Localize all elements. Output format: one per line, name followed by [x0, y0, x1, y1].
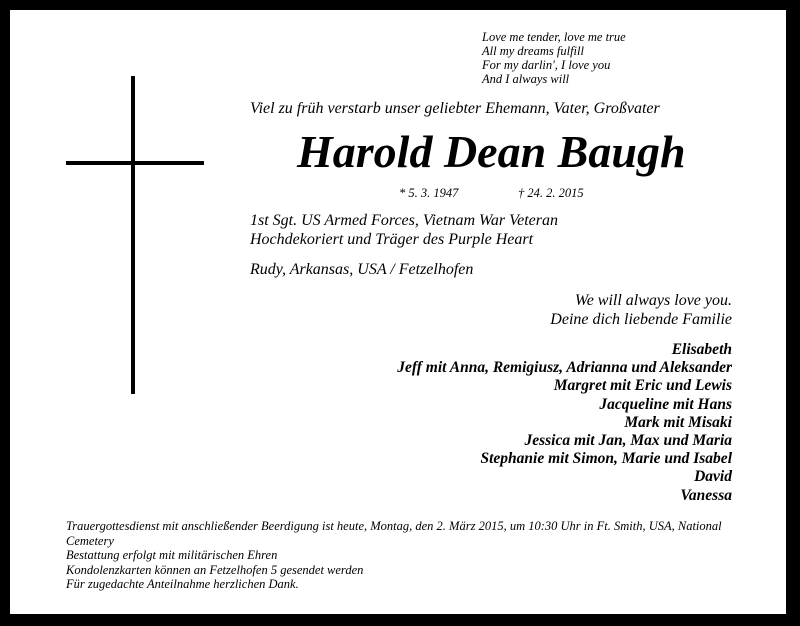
family-member: Jeff mit Anna, Remigiusz, Adrianna und Aleksander — [397, 359, 732, 377]
family-member: Mark mit Misaki — [624, 413, 732, 431]
love-line: Deine dich liebende Familie — [550, 311, 732, 328]
place-text: Rudy, Arkansas, USA / Fetzelhofen — [250, 261, 474, 278]
family-list — [397, 341, 732, 505]
family-member: Stephanie mit Simon, Marie und Isabel — [480, 450, 732, 468]
service-line: Hochdekoriert und Träger des Purple Heart — [250, 231, 534, 248]
poem-line: Love me tender, love me true — [482, 30, 626, 44]
cross-icon-vertical — [131, 76, 135, 394]
family-member: Elisabeth — [671, 341, 732, 358]
note-line: Trauergottesdienst mit anschließender Beerdigung ist heute, Montag, den 2. März 2015, um 10:30 Uhr in Ft. Smith, USA, National Cemetery — [66, 519, 722, 548]
poem-quote — [482, 30, 626, 86]
obituary-page — [10, 10, 786, 614]
note-line: Bestattung erfolgt mit militärischen Ehren — [66, 548, 278, 562]
funeral-notes — [66, 519, 756, 592]
family-member: Vanessa — [680, 486, 732, 504]
love-message — [550, 291, 732, 329]
poem-line: And I always will — [482, 72, 570, 86]
family-member: Margret mit Eric und Lewis — [553, 377, 732, 395]
family-member: David — [694, 468, 732, 486]
family-member: Jacqueline mit Hans — [599, 395, 732, 413]
birth-date: * 5. 3. 1947 — [399, 186, 459, 200]
poem-line: All my dreams fulfill — [482, 44, 584, 58]
intro-text: Viel zu früh verstarb unser geliebter Ehemann, Vater, Großvater — [250, 100, 660, 117]
deceased-name: Harold Dean Baugh — [297, 126, 686, 177]
family-member: Jessica mit Jan, Max und Maria — [524, 432, 732, 450]
service-line: 1st Sgt. US Armed Forces, Vietnam War Veteran — [250, 212, 558, 229]
note-line: Kondolenzkarten können an Fetzelhofen 5 gesendet werden — [66, 562, 364, 577]
death-date: † 24. 2. 2015 — [518, 186, 584, 200]
note-line: Für zugedachte Anteilnahme herzlichen Dank. — [66, 577, 299, 591]
service-info — [250, 211, 558, 249]
love-line: We will always love you. — [574, 292, 732, 309]
cross-icon-horizontal — [66, 161, 204, 165]
poem-line: For my darlin', I love you — [482, 58, 611, 72]
